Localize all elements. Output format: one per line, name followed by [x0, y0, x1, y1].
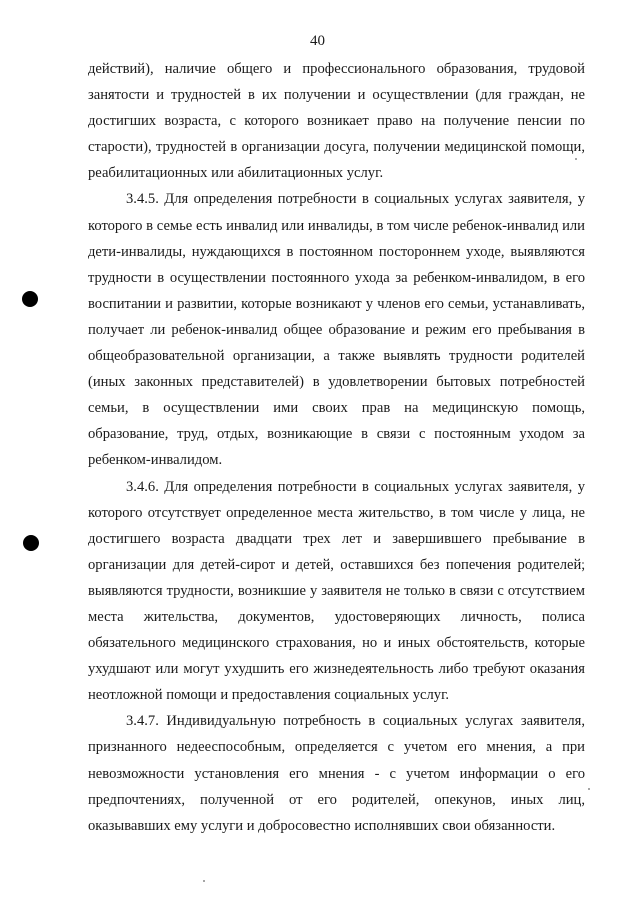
document-body — [88, 56, 585, 839]
page-number: 40 — [310, 33, 325, 49]
paragraph-continuation: действий), наличие общего и профессионального образования, трудовой занятости и трудностей в их получении и осуществлении (для граждан, не достигших возраста, с которого возникает право на получение пенсии по старости), трудностей в организации досуга, получении медицинской помощи, реабилитационных или абилитационных услуг. — [88, 61, 585, 182]
punch-hole-top — [22, 291, 38, 307]
paragraph-3-4-6: 3.4.6. Для определения потребности в социальных услугах заявителя, у которого отсутствует определенное места жительство, в том числе у лица, не достигшего возраста двадцати трех лет и завершившего пребывание в организации для детей-сирот и детей, оставшихся без попечения родителей, выявляются трудности, возникшие у заявителя не только в связи с отсутствием места жительства, документов, удостоверяющих личность, полиса обязательного медицинского страхования, но и иных обстоятельств, которые ухудшают или могут ухудшить его жизнедеятельность либо требуют оказания неотложной помощи и предоставления социальных услуг. — [88, 478, 585, 704]
paragraph-3-4-7: 3.4.7. Индивидуальную потребность в социальных услугах заявителя, признанного недееспособным, определяется с учетом его мнения, а при невозможности установления его мнения - с учетом информации о его предпочтениях, полученной от его родителей, опекунов, иных лиц, оказывавших ему услуги и добросовестно исполнявших свои обязанности. — [88, 713, 585, 834]
scan-speck — [588, 788, 590, 790]
scan-speck — [203, 880, 205, 882]
paragraph-3-4-5: 3.4.5. Для определения потребности в социальных услугах заявителя, у которого в семье есть инвалид или инвалиды, в том числе ребенок-инвалид или дети-инвалиды, нуждающихся в постоянном постороннем уходе, выявляются трудности в осуществлении постоянного ухода за ребенком-инвалидом, в его воспитании и развитии, которые возникают у членов его семьи, устанавливать, получает ли ребенок-инвалид общее образование и режим его пребывания в общеобразовательной организации, а также выявлять трудности родителей (иных законных представителей) в удовлетворении бытовых потребностей семьи, в осуществлении ими своих прав на медицинскую помощь, образование, труд, отдых, возникающие в связи с постоянным уходом за ребенком-инвалидом. — [88, 191, 585, 469]
punch-hole-bottom — [23, 535, 39, 551]
